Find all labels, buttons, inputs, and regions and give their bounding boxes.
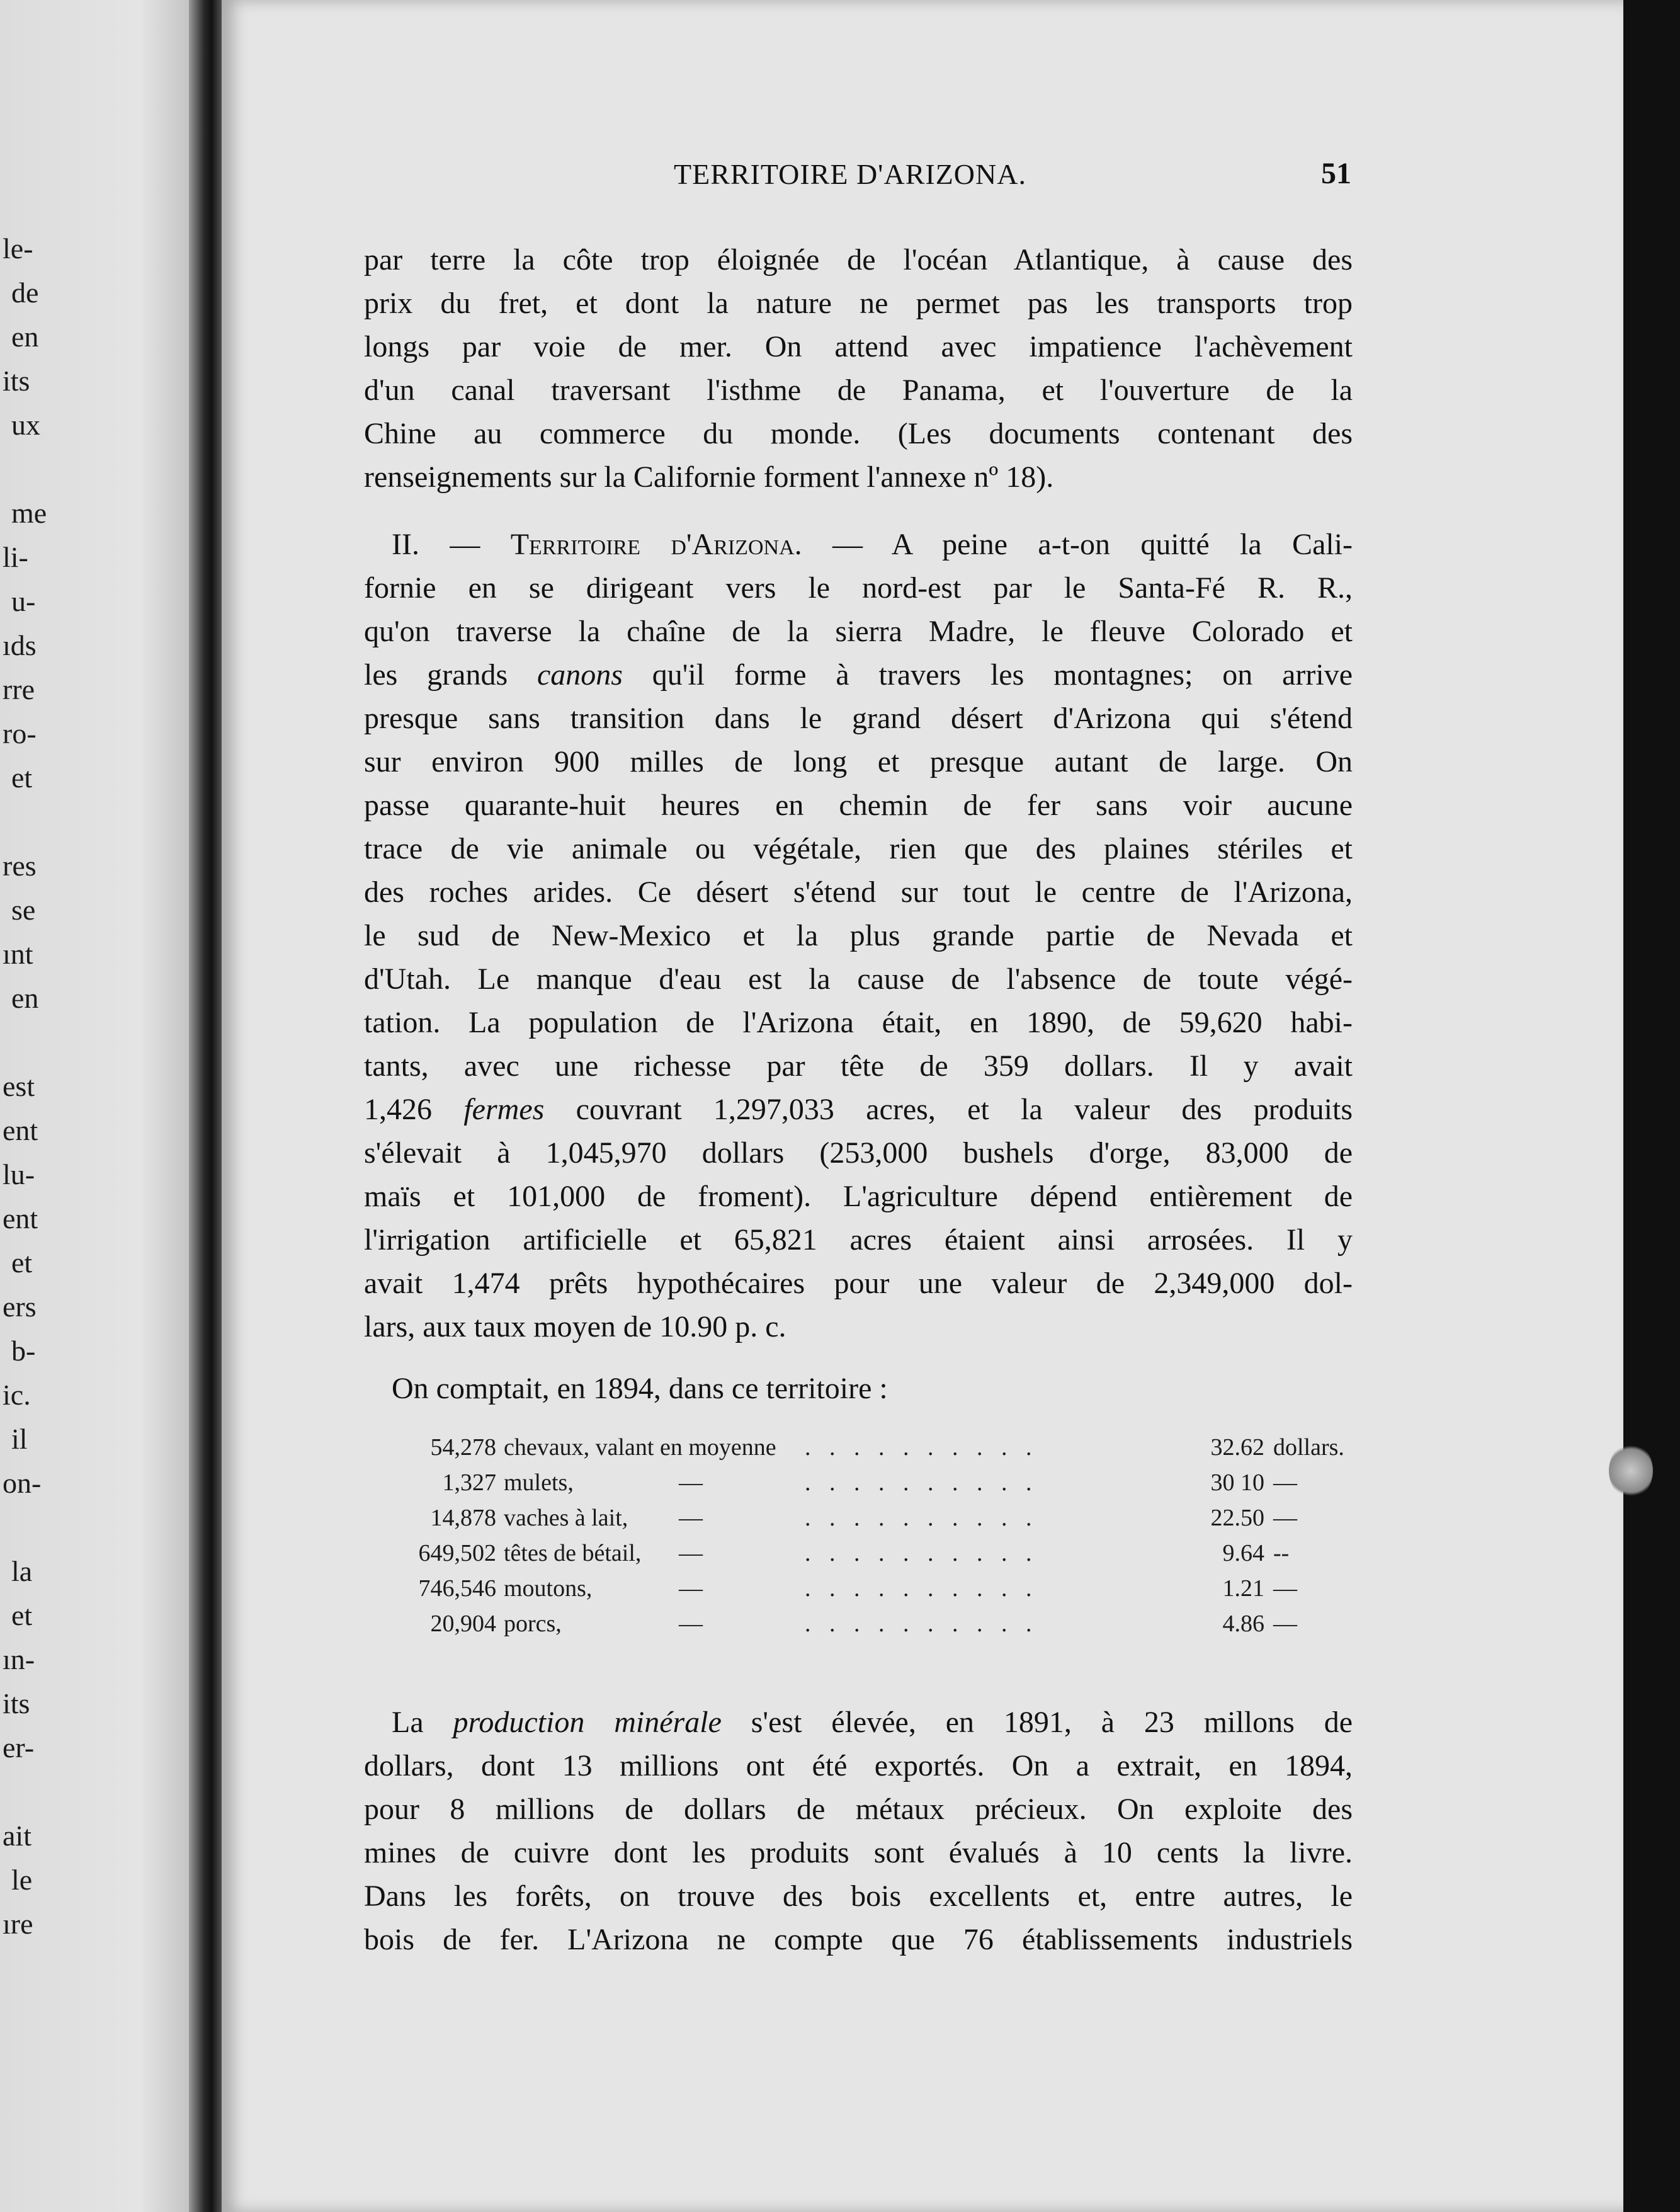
livestock-count: 54,278 xyxy=(430,1434,496,1461)
text-run: couvrant 1,297,033 acres, et la valeur des produits xyxy=(576,1093,1353,1126)
text-line: fornie en se dirigeant vers le nord-est par le Santa-Fé R. R., xyxy=(364,571,1353,605)
left-page-fragment: lu- xyxy=(3,1158,35,1190)
text-run: La xyxy=(392,1706,424,1739)
livestock-price: 9.64 xyxy=(1222,1540,1264,1566)
left-page-fragment: res xyxy=(3,850,37,882)
table-row xyxy=(364,1500,1353,1536)
left-page-fragment: il xyxy=(11,1423,28,1455)
text-run: s'est élevée, en 1891, à 23 millons de xyxy=(751,1706,1353,1739)
text-line: Chine au commerce du monde. (Les documents contenant des xyxy=(364,417,1353,450)
text-line: maïs et 101,000 de froment). L'agriculture dépend entièrement de xyxy=(364,1180,1353,1213)
text-line: renseignements sur la Californie forment l'annexe nº 18). xyxy=(364,460,1054,494)
table-row xyxy=(364,1536,1353,1571)
paragraph-minerals xyxy=(364,1701,1353,1961)
text-line: sur environ 900 milles de long et presque autant de large. On xyxy=(364,745,1353,778)
page-number: 51 xyxy=(1321,157,1351,190)
livestock-unit: — xyxy=(1273,1469,1297,1496)
text-line: d'Utah. Le manque d'eau est la cause de l'absence de toute végé- xyxy=(364,962,1353,996)
left-page-fragment: ıds xyxy=(3,629,37,661)
left-page-fragment: et xyxy=(11,1246,33,1279)
livestock-unit: — xyxy=(1273,1505,1297,1531)
left-page-fragment: ers xyxy=(3,1291,37,1323)
livestock-animal: moutons, xyxy=(504,1575,593,1602)
livestock-animal: têtes de bétail, xyxy=(504,1540,642,1566)
left-page-fragment: me xyxy=(11,497,47,529)
table-row xyxy=(364,1571,1353,1606)
left-page-fragment: le xyxy=(11,1864,33,1896)
livestock-count: 649,502 xyxy=(418,1540,496,1566)
text-line xyxy=(364,653,1353,697)
text-line: Dans les forêts, on trouve des bois excellents et, entre autres, le xyxy=(364,1879,1353,1913)
left-page-fragment: est xyxy=(3,1070,35,1102)
livestock-animal: chevaux, valant en moyenne xyxy=(504,1434,776,1461)
text-line: des roches arides. Ce désert s'étend sur tout le centre de l'Arizona, xyxy=(364,875,1353,909)
page-edge xyxy=(1623,0,1680,2212)
livestock-price: 1.21 xyxy=(1222,1575,1264,1602)
text-line: mines de cuivre dont les produits sont évalués à 10 cents la livre. xyxy=(364,1836,1353,1869)
livestock-count: 20,904 xyxy=(430,1611,496,1637)
livestock-price: 30 10 xyxy=(1210,1469,1264,1496)
text-line: tants, avec une richesse par tête de 359 dollars. Il y avait xyxy=(364,1049,1353,1083)
left-page-fragment: ınt xyxy=(3,938,33,970)
ditto-dash: — xyxy=(679,1540,703,1566)
previous-page xyxy=(0,0,200,2212)
left-page-fragment: la xyxy=(11,1555,33,1587)
paragraph-california xyxy=(364,238,1353,499)
left-page-fragment: et xyxy=(11,761,33,794)
running-title: TERRITOIRE D'ARIZONA. xyxy=(674,158,1026,190)
left-page-fragment: ın- xyxy=(3,1643,35,1675)
text-line: longs par voie de mer. On attend avec impatience l'achèvement xyxy=(364,330,1353,363)
livestock-unit: — xyxy=(1273,1575,1297,1602)
paragraph-arizona xyxy=(364,523,1353,1348)
paper-stain xyxy=(1609,1442,1653,1499)
table-row xyxy=(364,1606,1353,1641)
livestock-animal: mulets, xyxy=(504,1469,574,1496)
text-line: l'irrigation artificielle et 65,821 acres étaient ainsi arrosées. Il y xyxy=(364,1223,1353,1257)
left-page-fragment: le- xyxy=(3,232,33,265)
livestock-table xyxy=(364,1430,1353,1641)
text-line: trace de vie animale ou végétale, rien que des plaines stériles et xyxy=(364,832,1353,865)
text-line: avait 1,474 prêts hypothécaires pour une valeur de 2,349,000 dol- xyxy=(364,1267,1353,1300)
left-page-fragment: ent xyxy=(3,1202,38,1234)
left-page-fragment: ıre xyxy=(3,1908,33,1940)
table-row xyxy=(364,1430,1353,1465)
left-page-fragment: u- xyxy=(11,585,36,617)
livestock-unit: dollars. xyxy=(1273,1434,1344,1461)
livestock-price: 32.62 xyxy=(1210,1434,1264,1461)
left-page-fragment: li- xyxy=(3,541,28,573)
livestock-unit: -- xyxy=(1273,1540,1290,1566)
text-line xyxy=(364,1088,1353,1131)
section-title: Territoire d'Arizona. xyxy=(510,528,802,561)
livestock-count: 746,546 xyxy=(418,1575,496,1602)
text-line: bois de fer. L'Arizona ne compte que 76 établissements industriels xyxy=(364,1923,1353,1956)
stats-intro xyxy=(364,1367,1353,1410)
left-page-fragment: on- xyxy=(3,1467,42,1499)
left-page-fragment: er- xyxy=(3,1731,35,1764)
left-page-fragment: de xyxy=(11,276,39,309)
text-line: qu'on traverse la chaîne de la sierra Madre, le fleuve Colorado et xyxy=(364,615,1353,648)
livestock-unit: — xyxy=(1273,1611,1297,1637)
left-page-fragment: ic. xyxy=(3,1379,31,1411)
section-numeral: II. — xyxy=(392,528,480,561)
italic-phrase: production minérale xyxy=(453,1706,722,1739)
ditto-dash: — xyxy=(679,1611,703,1637)
text-run: les grands xyxy=(364,658,508,692)
left-page-fragment: ait xyxy=(3,1820,31,1852)
text-line: prix du fret, et dont la nature ne permet pas les transports trop xyxy=(364,287,1353,320)
text-line: dollars, dont 13 millions ont été exportés. On a extrait, en 1894, xyxy=(364,1749,1353,1782)
text-line: lars, aux taux moyen de 10.90 p. c. xyxy=(364,1310,786,1343)
left-page-fragment: ro- xyxy=(3,717,37,750)
left-page-fragment: ux xyxy=(11,409,40,441)
left-page-fragment: its xyxy=(3,365,30,397)
text-line: On comptait, en 1894, dans ce territoire : xyxy=(392,1372,888,1405)
leader-dots: . . . . . . . . . . xyxy=(805,1434,1038,1461)
text-line xyxy=(364,1701,1353,1744)
text-line: pour 8 millions de dollars de métaux précieux. On exploite des xyxy=(364,1793,1353,1826)
livestock-price: 4.86 xyxy=(1222,1611,1264,1637)
livestock-price: 22.50 xyxy=(1210,1505,1264,1531)
text-line: passe quarante-huit heures en chemin de fer sans voir aucune xyxy=(364,789,1353,822)
table-row xyxy=(364,1465,1353,1500)
italic-word: fermes xyxy=(463,1093,545,1126)
leader-dots: . . . . . . . . . . xyxy=(805,1505,1038,1531)
left-page-fragment: et xyxy=(11,1599,33,1631)
ditto-dash: — xyxy=(679,1575,703,1602)
leader-dots: . . . . . . . . . . xyxy=(805,1540,1038,1566)
ditto-dash: — xyxy=(679,1505,703,1531)
italic-word: canons xyxy=(536,658,623,692)
left-page-fragment: its xyxy=(3,1687,30,1719)
ditto-dash: — xyxy=(679,1469,703,1496)
text-line: par terre la côte trop éloignée de l'océan Atlantique, à cause des xyxy=(364,243,1353,276)
text-run: — A peine a-t-on quitté la Cali- xyxy=(832,528,1353,561)
livestock-count: 14,878 xyxy=(430,1505,496,1531)
text-line: d'un canal traversant l'isthme de Panama, et l'ouverture de la xyxy=(364,373,1353,407)
livestock-count: 1,327 xyxy=(442,1469,496,1496)
section-heading-line xyxy=(364,523,1353,566)
text-line: tation. La population de l'Arizona était, en 1890, de 59,620 habi- xyxy=(364,1006,1353,1039)
text-run: qu'il forme à travers les montagnes; on arrive xyxy=(652,658,1353,692)
left-page-fragment: ent xyxy=(3,1114,38,1146)
left-page-fragment: en xyxy=(11,982,39,1014)
text-line: presque sans transition dans le grand désert d'Arizona qui s'étend xyxy=(364,702,1353,735)
leader-dots: . . . . . . . . . . xyxy=(805,1575,1038,1602)
book-gutter xyxy=(189,0,227,2212)
livestock-animal: porcs, xyxy=(504,1611,562,1637)
livestock-animal: vaches à lait, xyxy=(504,1505,628,1531)
text-line: s'élevait à 1,045,970 dollars (253,000 bushels d'orge, 83,000 de xyxy=(364,1136,1353,1170)
left-page-fragment: en xyxy=(11,321,39,353)
left-page-fragment: se xyxy=(11,894,36,926)
leader-dots: . . . . . . . . . . xyxy=(805,1611,1038,1637)
text-run: 1,426 xyxy=(364,1093,432,1126)
left-page-fragment: rre xyxy=(3,673,35,705)
leader-dots: . . . . . . . . . . xyxy=(805,1469,1038,1496)
text-line: le sud de New-Mexico et la plus grande partie de Nevada et xyxy=(364,919,1353,952)
left-page-fragment: b- xyxy=(11,1335,36,1367)
